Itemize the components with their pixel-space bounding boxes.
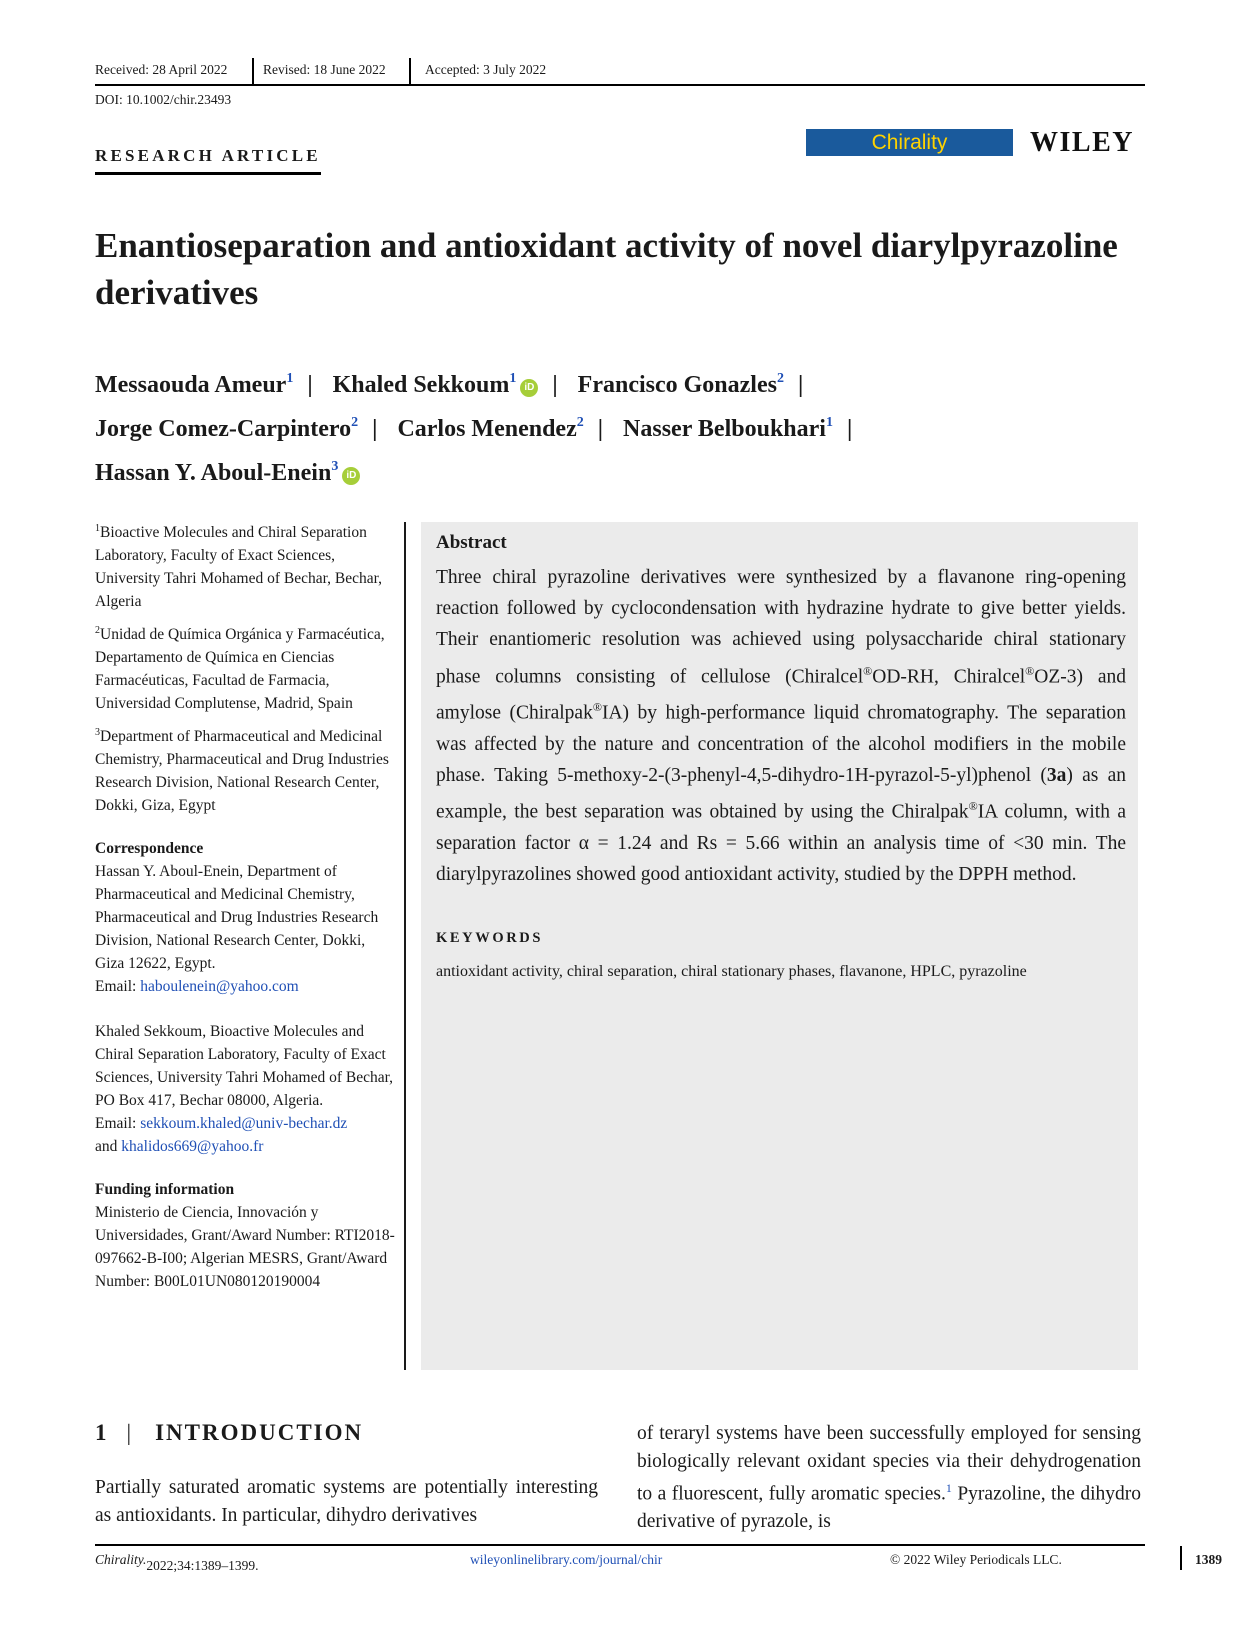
affiliation-text: Bioactive Molecules and Chiral Separation Laboratory, Faculty of Exact Sciences, University Tahri Mohamed of Bechar, Bechar, Algeria [95, 524, 383, 611]
history-bar [95, 62, 1145, 86]
and-text: and [95, 1138, 118, 1156]
author[interactable] [95, 460, 360, 486]
journal-name: Chirality. [95, 1552, 147, 1567]
affiliation-ref[interactable]: 3 [331, 459, 339, 474]
body-text: Pyrazoline, the dihydro derivative of pyrazole, is [637, 1483, 1141, 1532]
section-heading [95, 1420, 363, 1446]
abstract-segment: ) as an example, the best separation was obtained by using the Chiralpak [436, 765, 1126, 823]
author-name: Carlos Menendez [397, 416, 577, 442]
funding-heading: Funding information [95, 1181, 235, 1199]
author[interactable] [578, 372, 784, 398]
section-separator: | [126, 1420, 134, 1445]
email-label: Email: [95, 978, 141, 996]
author[interactable] [95, 416, 358, 442]
registered-mark: ® [592, 700, 602, 715]
keywords-heading: KEYWORDS [436, 930, 544, 946]
article-type: RESEARCH ARTICLE [95, 146, 321, 175]
section-number: 1 [95, 1420, 109, 1445]
page-footer [95, 1544, 1222, 1573]
citation [95, 1552, 259, 1573]
abstract-text [436, 562, 1126, 891]
accepted-date: Accepted: 3 July 2022 [425, 62, 547, 77]
intro-left-column: Partially saturated aromatic systems are potentially interesting as antioxidants. In particular, dihydro derivatives [95, 1477, 598, 1526]
affiliation-number: 1 [95, 523, 100, 534]
affiliation-ref[interactable]: 1 [286, 371, 294, 386]
abstract-segment: Three chiral pyrazoline derivatives were synthesized by a flavanone ring-opening reaction followed by cyclocondensation with hydrazine hydrate to give better yields. Their enantiomeric resolution was achieved using polysaccharide chiral stationary phase columns consisting of cellulose (Chiralcel [436, 567, 1126, 688]
affiliation-ref[interactable]: 1 [509, 371, 517, 386]
registered-mark: ® [1025, 663, 1035, 678]
abstract-segment: OZ-3) and amylose (Chiralpak [436, 666, 1126, 724]
journal-logo: Chirality [806, 129, 1013, 156]
copyright: © 2022 Wiley Periodicals LLC. [890, 1552, 1062, 1567]
affiliation-text: Department of Pharmaceutical and Medicinal Chemistry, Pharmaceutical and Drug Industries Research Division, National Research Center, Dokki, Giza, Egypt [95, 728, 389, 815]
revised-date: Revised: 18 June 2022 [263, 62, 386, 77]
abstract-segment: IA column, with a separation factor α = 1.24 and Rs = 5.66 within an analysis time of <30 min. The diarylpyrazolines showed good antioxidant activity, studied by the DPPH method. [436, 801, 1126, 886]
correspondence-text: Hassan Y. Aboul-Enein, Department of Pharmaceutical and Medicinal Chemistry, Pharmaceutical and Drug Industries Research Division, National Research Center, Dokki, Giza 12622, Egypt. [95, 863, 379, 973]
correspondence-heading: Correspondence [95, 840, 204, 858]
correspondence-text: Khaled Sekkoum, Bioactive Molecules and Chiral Separation Laboratory, Faculty of Exact Sciences, University Tahri Mohamed of Bechar, PO Box 417, Bechar 08000, Algeria. [95, 1023, 394, 1110]
author[interactable] [623, 416, 833, 442]
intro-right-column [637, 1420, 1141, 1536]
correspondence-2 [95, 1020, 395, 1158]
author-name: Jorge Comez-Carpintero [95, 416, 352, 442]
abstract-segment: IA) by high-performance liquid chromatography. The separation was affected by the nature and concentration of the alcohol modifiers in the mobile phase. Taking 5-methoxy-2-(3-phenyl-4,5-dihydro-1H-pyrazol-5-yl)phenol ( [436, 702, 1127, 787]
email-link[interactable]: haboulenein@yahoo.com [140, 978, 299, 996]
author-name: Hassan Y. Aboul-Enein [95, 460, 332, 486]
column-divider [404, 522, 406, 1370]
affiliation [95, 517, 395, 613]
author-name: Nasser Belboukhari [623, 416, 826, 442]
left-sidebar [95, 517, 395, 1293]
affiliation [95, 619, 395, 715]
article-title: Enantioseparation and antioxidant activity of novel diarylpyrazoline derivatives [95, 226, 1118, 312]
author-name: Khaled Sekkoum [332, 372, 510, 398]
email-link[interactable]: sekkoum.khaled@univ-bechar.dz [140, 1115, 348, 1133]
orcid-icon[interactable]: iD [342, 467, 360, 485]
author-name: Messaouda Ameur [95, 372, 287, 398]
affiliation [95, 721, 395, 817]
abstract-box [421, 522, 1138, 1370]
email-link[interactable]: khalidos669@yahoo.fr [121, 1138, 264, 1156]
funding-text: Ministerio de Ciencia, Innovación y Universidades, Grant/Award Number: RTI2018-097662-B-I00; Algerian MESRS, Grant/Award Number: B00L01UN080120190004 [95, 1204, 395, 1291]
registered-mark: ® [863, 663, 873, 678]
abstract-heading: Abstract [436, 532, 507, 553]
publisher-logo: WILEY [1030, 127, 1134, 158]
author-name: Francisco Gonazles [577, 372, 777, 398]
body-text: of teraryl systems have been successfully employed for sensing biologically relevant oxidant species via their dehydrogenation to a fluorescent, fully aromatic species. [637, 1423, 1141, 1505]
author-list: Messaouda Ameur$^1$ | Khaled Sekkoum$^1$iD | Francisco Gonazles$^2$ | Jorge Comez-Carpintero$^2$ | Carlos Menendez$^2$ | Nasser Belboukhari$^1$ | Hassan Y. Aboul-Enein$^3$iD [95, 371, 853, 486]
affiliation-number: 2 [95, 625, 100, 637]
divider [252, 58, 254, 86]
affiliation-ref[interactable]: 2 [776, 371, 784, 386]
journal-url[interactable]: wileyonlinelibrary.com/journal/chir [470, 1552, 663, 1567]
affiliation-text: Unidad de Química Orgánica y Farmacéutica, Departamento de Química en Ciencias Farmacéuticas, Facultad de Farmacia, Universidad Complutense, Madrid, Spain [95, 626, 385, 713]
received-date: Received: 28 April 2022 [95, 62, 228, 77]
email-label: Email: [95, 1115, 141, 1133]
compound-label: 3a [1046, 765, 1067, 787]
affiliation-number: 3 [95, 727, 100, 739]
affiliation-ref[interactable]: 2 [576, 415, 584, 430]
section-title: INTRODUCTION [155, 1420, 364, 1445]
keywords: antioxidant activity, chiral separation, chiral stationary phases, flavanone, HPLC, pyrazoline [436, 963, 1027, 980]
affiliation-ref[interactable]: 1 [825, 415, 833, 430]
divider [409, 58, 411, 86]
author[interactable] [95, 372, 293, 398]
doi[interactable]: DOI: 10.1002/chir.23493 [95, 92, 232, 107]
page-number: 1389 [1195, 1552, 1222, 1567]
author[interactable] [397, 416, 583, 442]
correspondence-1 [95, 860, 395, 998]
author[interactable] [333, 372, 539, 398]
citation-detail: 2022;34:1389–1399. [146, 1558, 259, 1573]
abstract-segment: OD-RH, Chiralcel [872, 666, 1026, 688]
orcid-icon[interactable]: iD [520, 379, 538, 397]
citation-ref[interactable]: 1 [945, 1481, 952, 1495]
affiliation-ref[interactable]: 2 [351, 415, 359, 430]
divider [1180, 1546, 1182, 1570]
registered-mark: ® [968, 799, 978, 814]
